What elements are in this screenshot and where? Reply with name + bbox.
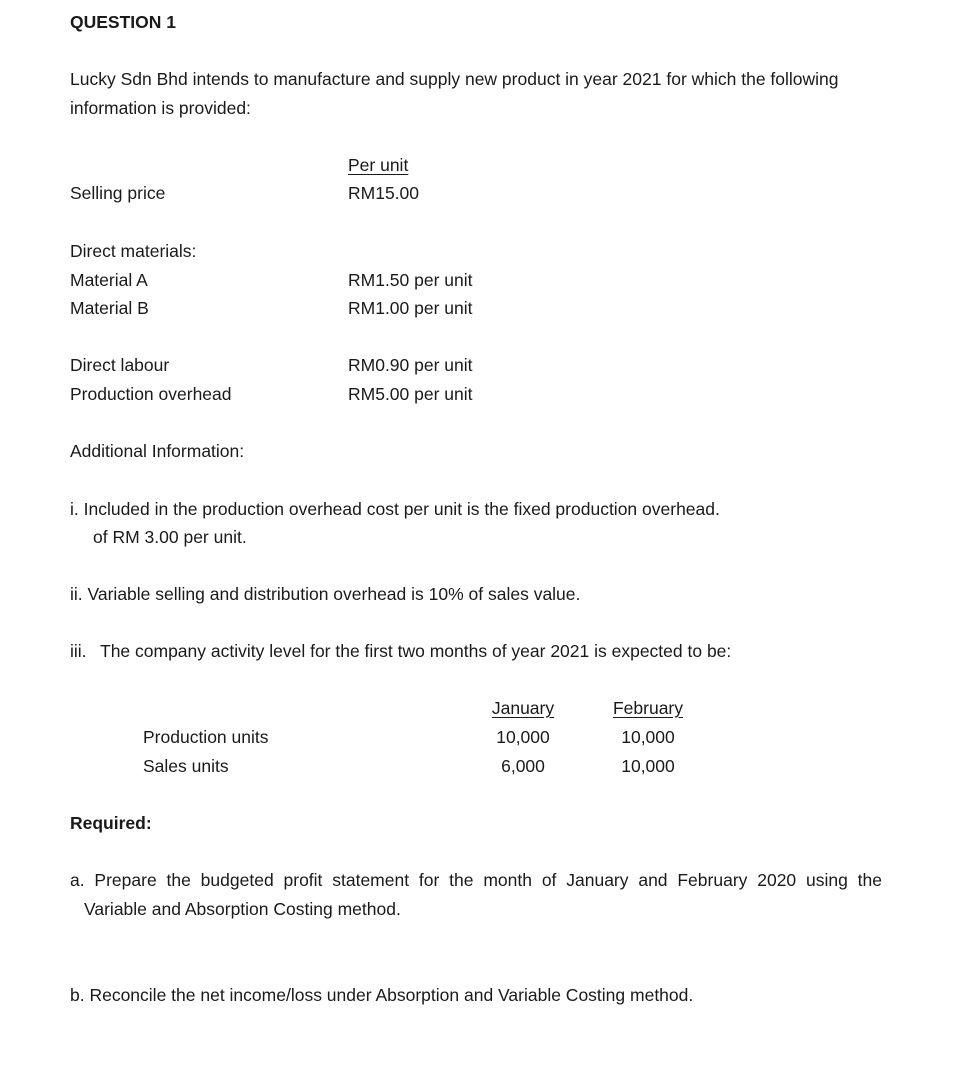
required-a-line-1: a. Prepare the budgeted profit statement for the month of January and February 2020 using the xyxy=(70,870,882,890)
item-ii: ii. Variable selling and distribution overhead is 10% of sales value. xyxy=(70,584,581,604)
production-overhead-value: RM5.00 per unit xyxy=(348,384,473,404)
header-february: February xyxy=(612,698,684,718)
item-i-line-2: of RM 3.00 per unit. xyxy=(93,527,247,547)
selling-price-value: RM15.00 xyxy=(348,183,420,203)
required-heading: Required: xyxy=(70,813,152,833)
required-b: b. Reconcile the net income/loss under Absorption and Variable Costing method. xyxy=(70,985,694,1005)
item-iii-marker: iii. xyxy=(70,641,87,661)
sales-units-label: Sales units xyxy=(143,756,229,776)
sales-units-february: 10,000 xyxy=(621,756,675,776)
sales-units-january: 6,000 xyxy=(501,756,545,776)
direct-materials-heading: Direct materials: xyxy=(70,241,197,261)
item-iii-text: The company activity level for the first two months of year 2021 is expected to be: xyxy=(100,641,732,661)
production-units-january: 10,000 xyxy=(496,727,550,747)
additional-info-heading: Additional Information: xyxy=(70,441,245,461)
question-title: QUESTION 1 xyxy=(70,12,176,32)
header-january: January xyxy=(491,698,555,718)
material-a-label: Material A xyxy=(70,270,148,290)
item-i-line-1: i. Included in the production overhead cost per unit is the fixed production overhead. xyxy=(70,499,720,519)
intro-line-1: Lucky Sdn Bhd intends to manufacture and supply new product in year 2021 for which the following xyxy=(70,69,839,89)
direct-labour-label: Direct labour xyxy=(70,355,170,375)
production-units-label: Production units xyxy=(143,727,269,747)
per-unit-header: Per unit xyxy=(348,155,409,175)
production-overhead-label: Production overhead xyxy=(70,384,232,404)
material-b-label: Material B xyxy=(70,298,149,318)
direct-labour-value: RM0.90 per unit xyxy=(348,355,473,375)
production-units-february: 10,000 xyxy=(621,727,675,747)
intro-line-2: information is provided: xyxy=(70,98,251,118)
selling-price-label: Selling price xyxy=(70,183,166,203)
material-b-value: RM1.00 per unit xyxy=(348,298,473,318)
material-a-value: RM1.50 per unit xyxy=(348,270,473,290)
required-a-line-2: Variable and Absorption Costing method. xyxy=(84,899,401,919)
